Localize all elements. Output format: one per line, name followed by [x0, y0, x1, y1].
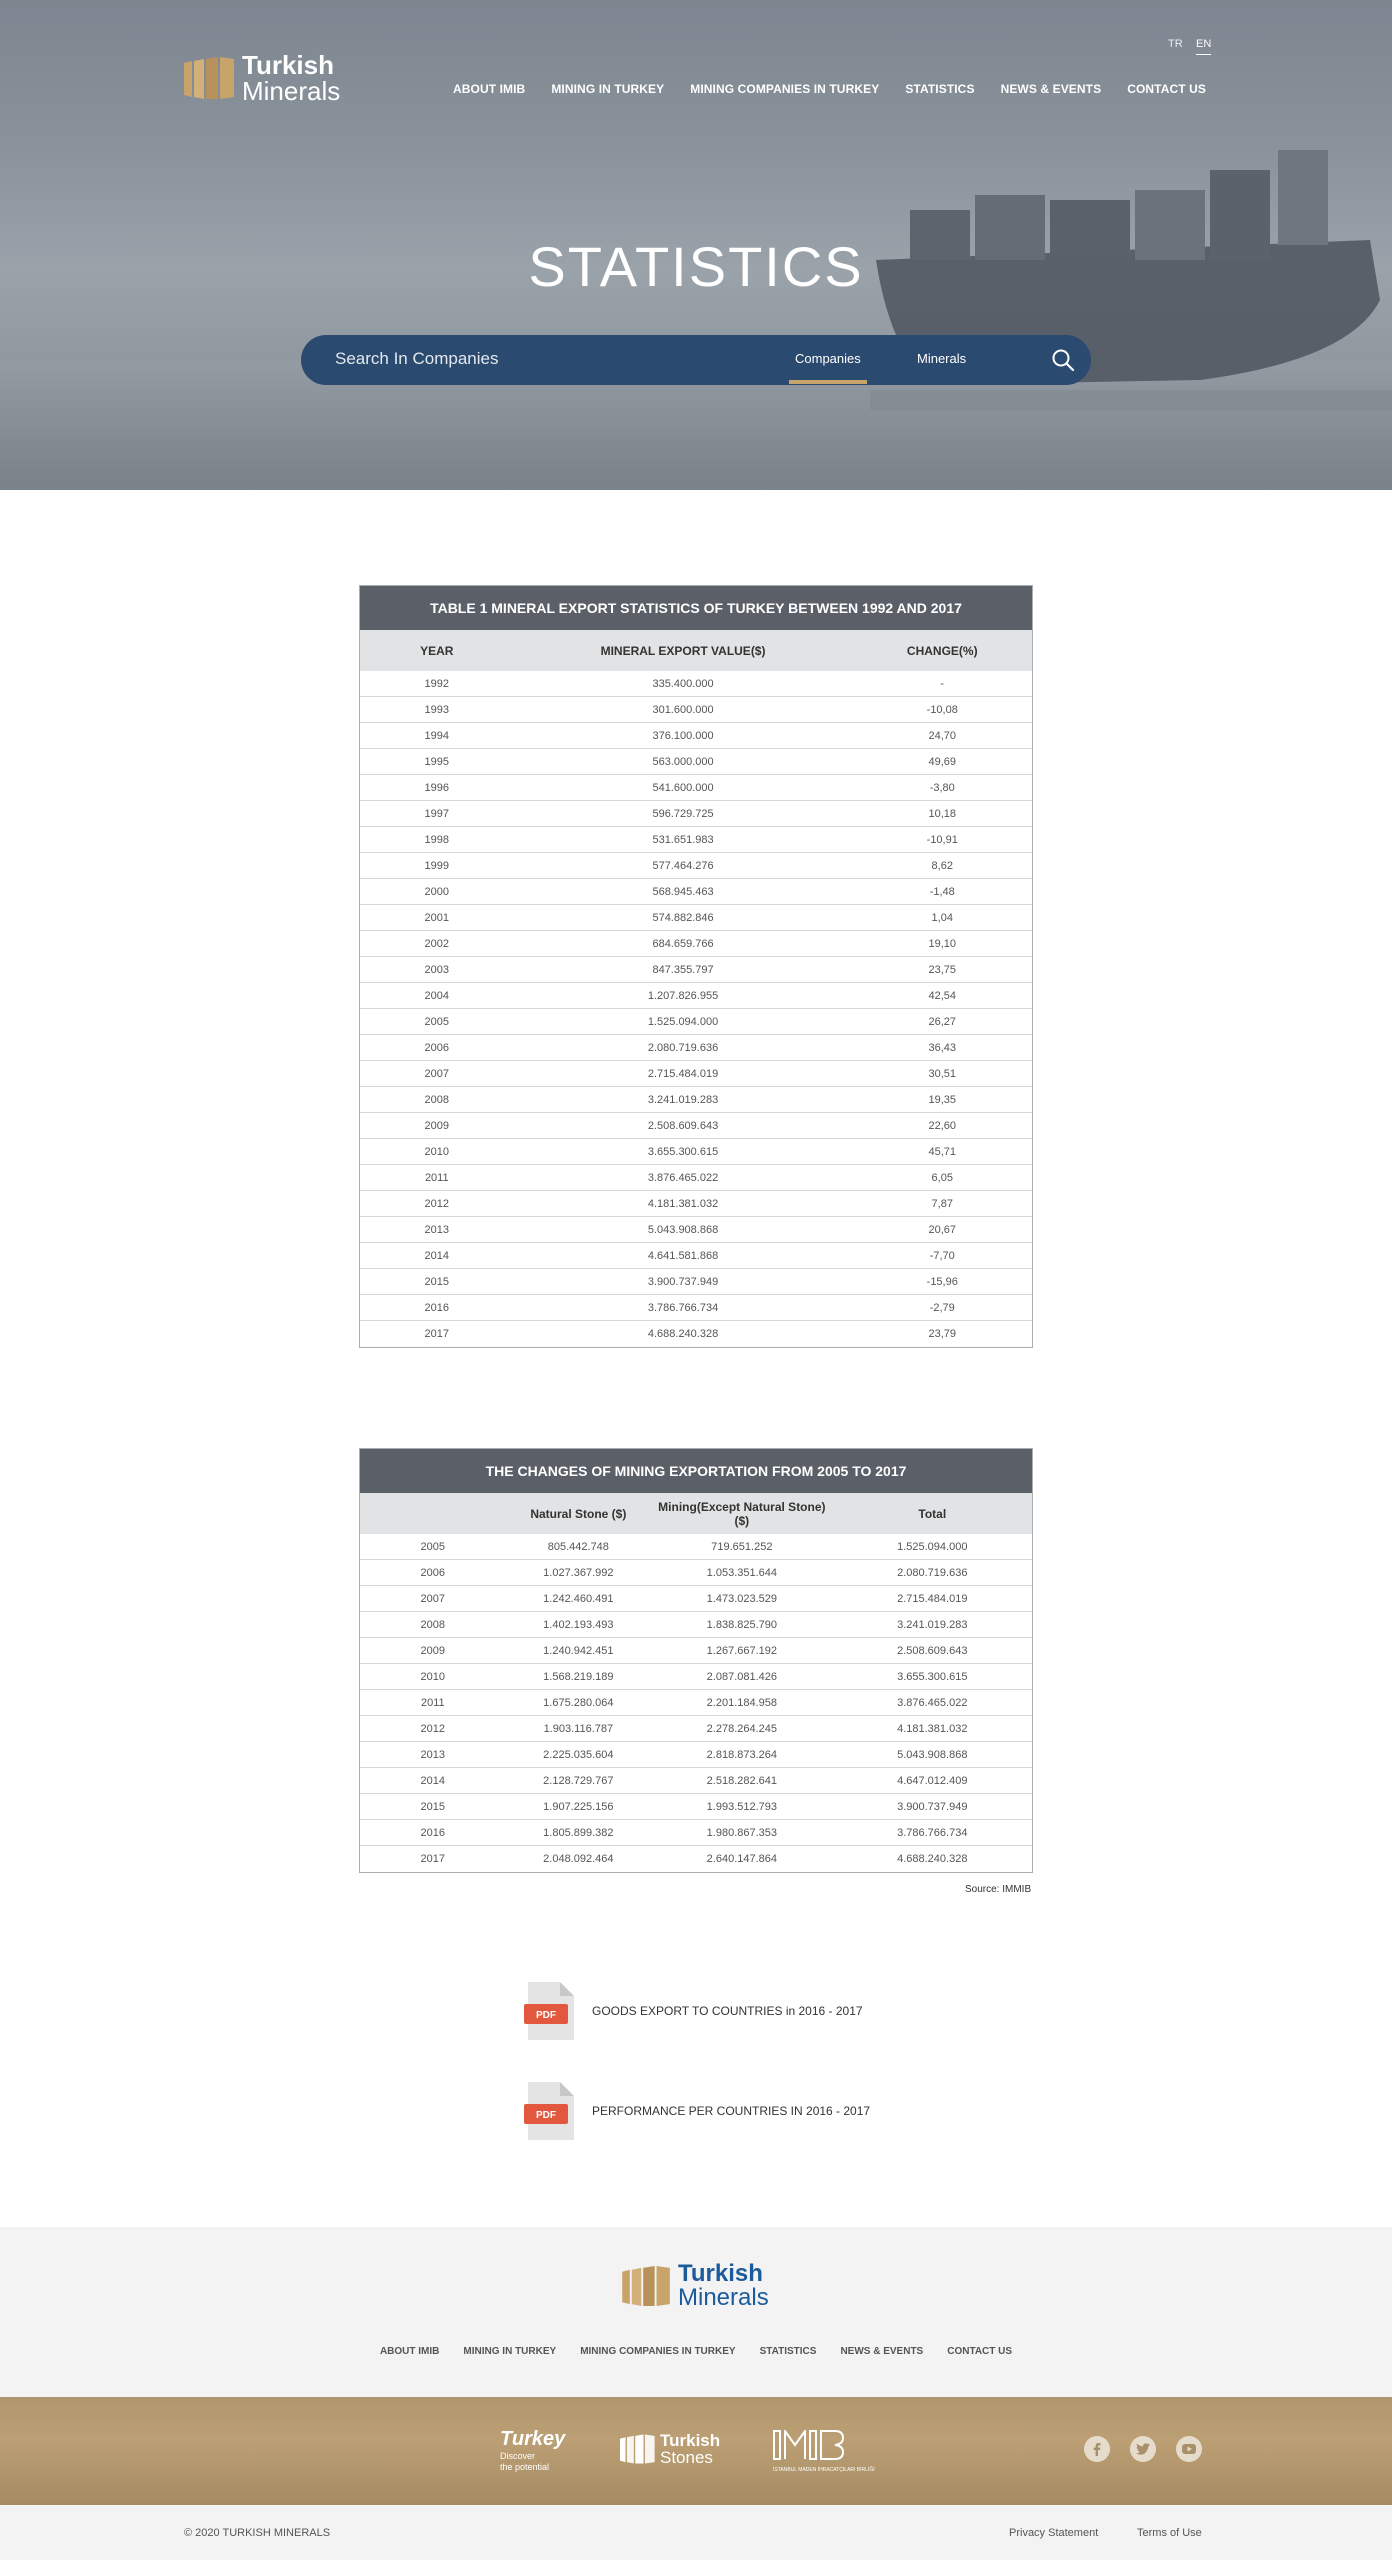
privacy-statement-link[interactable]: Privacy Statement: [1009, 2527, 1099, 2539]
nav-about-imib[interactable]: ABOUT IMIB: [453, 82, 526, 96]
cell-year: 2010: [424, 1145, 450, 1158]
cell-export-value: 1.525.094.000: [647, 1015, 719, 1028]
cell-year: 2007: [424, 1067, 450, 1080]
cell-change: 26,27: [928, 1015, 957, 1028]
cell-year: 2003: [424, 963, 450, 976]
page-title: STATISTICS: [528, 235, 864, 298]
terms-of-use-link[interactable]: Terms of Use: [1137, 2527, 1202, 2539]
table-row: [360, 1113, 1032, 1139]
cell-natural-stone: 2.225.035.604: [543, 1748, 614, 1761]
cell-change: -2,79: [929, 1301, 955, 1314]
cell-export-value: 531.651.983: [652, 833, 714, 846]
cell-year: 2002: [424, 937, 450, 950]
cell-export-value: 3.786.766.734: [647, 1301, 719, 1314]
cell-total: 3.876.465.022: [897, 1696, 968, 1709]
pdf-badge: PDF: [536, 2010, 556, 2021]
cell-change: -7,70: [929, 1249, 955, 1262]
copyright: © 2020 TURKISH MINERALS: [184, 2527, 331, 2539]
cell-export-value: 847.355.797: [652, 963, 714, 976]
cell-natural-stone: 1.242.460.491: [543, 1592, 614, 1605]
active-tab-indicator: [789, 380, 867, 384]
cell-export-value: 541.600.000: [652, 781, 714, 794]
table-row: [360, 827, 1032, 853]
cell-change: -3,80: [929, 781, 955, 794]
cell-total: 3.655.300.615: [897, 1670, 968, 1683]
table-header: [360, 630, 1032, 671]
cell-year: 1993: [424, 703, 450, 716]
cell-year: 2014: [424, 1249, 450, 1262]
cell-year: 2006: [424, 1041, 450, 1054]
cell-natural-stone: 1.907.225.156: [543, 1800, 614, 1813]
twitter-icon[interactable]: [1130, 2436, 1156, 2462]
table-row: [360, 1191, 1032, 1217]
footer-nav: [0, 2346, 1392, 2357]
footer-nav-mining-companies[interactable]: MINING COMPANIES IN TURKEY: [580, 2346, 736, 2357]
lang-tr-link[interactable]: TR: [1168, 38, 1183, 50]
cell-year: 1994: [424, 729, 450, 742]
cell-change: 23,75: [928, 963, 957, 976]
cell-year: 2011: [420, 1696, 445, 1709]
cell-mining: 1.267.667.192: [706, 1644, 778, 1657]
cell-year: 2000: [424, 885, 450, 898]
cell-total: 2.080.719.636: [897, 1566, 968, 1579]
table-row: [360, 1243, 1032, 1269]
table-row: [360, 879, 1032, 905]
table-row: [360, 1846, 1032, 1872]
partner-turkey-sub1: Discover: [500, 2451, 536, 2461]
cell-year: 1996: [424, 781, 450, 794]
cell-year: 2013: [420, 1748, 446, 1761]
cell-change: 10,18: [928, 807, 957, 820]
cell-change: 8,62: [931, 859, 953, 872]
cell-mining: 1.053.351.644: [706, 1566, 778, 1579]
table-body: [360, 1534, 1032, 1872]
lang-en-link[interactable]: EN: [1196, 38, 1211, 55]
cell-natural-stone: 1.903.116.787: [543, 1722, 614, 1735]
cell-mining: 2.818.873.264: [706, 1748, 778, 1761]
table-row: [360, 1321, 1032, 1347]
header-change: CHANGE(%): [906, 643, 978, 658]
cell-change: 24,70: [928, 729, 957, 742]
cell-total: 2.715.484.019: [897, 1592, 968, 1605]
cell-year: 2005: [420, 1540, 446, 1553]
cell-natural-stone: 805.442.748: [547, 1540, 609, 1553]
table-header: [360, 1493, 1032, 1534]
cell-year: 1998: [424, 833, 450, 846]
partner-turkey-title: Turkey: [500, 2428, 566, 2450]
search-bar: [301, 335, 1091, 385]
partner-turkey-sub2: the potential: [500, 2462, 550, 2472]
cell-natural-stone: 2.128.729.767: [543, 1774, 614, 1787]
logo-text-line2: Minerals: [242, 76, 341, 106]
table-source: Source: IMMIB: [965, 1884, 1032, 1895]
cell-year: 2005: [424, 1015, 450, 1028]
search-tab-minerals[interactable]: Minerals: [917, 351, 967, 366]
cell-mining: 2.087.081.426: [706, 1670, 778, 1683]
cell-natural-stone: 1.240.942.451: [543, 1644, 614, 1657]
nav-news-events[interactable]: NEWS & EVENTS: [1000, 82, 1102, 96]
header-natural-stone: Natural Stone ($): [530, 1506, 627, 1521]
cell-change: 7,87: [931, 1197, 953, 1210]
table-row: [360, 1768, 1032, 1794]
table-row: [360, 1087, 1032, 1113]
footer-nav-statistics[interactable]: STATISTICS: [759, 2346, 817, 2357]
cell-year: 2015: [424, 1275, 450, 1288]
table-row: [360, 1820, 1032, 1846]
partner-turkish-stones[interactable]: [620, 2432, 720, 2466]
cell-export-value: 577.464.276: [652, 859, 714, 872]
cell-change: 45,71: [928, 1145, 957, 1158]
table-row: [360, 671, 1032, 697]
cell-change: 30,51: [928, 1067, 957, 1080]
table-row: [360, 1165, 1032, 1191]
footer-logo-line1: Turkish: [678, 2260, 763, 2287]
table-row: [360, 1295, 1032, 1321]
table-caption: THE CHANGES OF MINING EXPORTATION FROM 2005 TO 2017: [360, 1449, 1032, 1493]
cell-total: 1.525.094.000: [897, 1540, 968, 1553]
pdf-file-icon: [524, 1980, 578, 2042]
table-row: [360, 1794, 1032, 1820]
mineral-export-table: [359, 585, 1033, 1348]
table-row: [360, 957, 1032, 983]
cell-export-value: 3.876.465.022: [647, 1171, 719, 1184]
cell-change: -15,96: [926, 1275, 958, 1288]
cell-year: 2006: [420, 1566, 446, 1579]
header-year: YEAR: [420, 643, 454, 658]
hero-banner: [0, 0, 1392, 490]
footer-nav-news-events[interactable]: NEWS & EVENTS: [840, 2346, 924, 2357]
cell-mining: 1.993.512.793: [706, 1800, 778, 1813]
footer-nav-about-imib[interactable]: ABOUT IMIB: [379, 2346, 440, 2357]
imib-logo-icon: [773, 2430, 845, 2460]
cell-year: 2017: [424, 1328, 450, 1340]
cell-total: 3.241.019.283: [897, 1618, 968, 1631]
cell-export-value: 2.080.719.636: [647, 1041, 719, 1054]
search-icon[interactable]: [1051, 348, 1075, 372]
cell-natural-stone: 1.027.367.992: [543, 1566, 614, 1579]
table-row: [360, 983, 1032, 1009]
nav-contact-us[interactable]: CONTACT US: [1127, 82, 1206, 96]
imib-subtitle: İSTANBUL MADEN İHRACATÇILARI BİRLİĞİ: [773, 2467, 875, 2473]
cell-year: 1992: [424, 677, 450, 690]
table-row: [360, 1742, 1032, 1768]
pdf-label[interactable]: PERFORMANCE PER COUNTRIES IN 2016 - 2017: [592, 2104, 871, 2118]
cell-export-value: 376.100.000: [652, 729, 714, 742]
pdf-download-performance[interactable]: [524, 2080, 870, 2142]
cell-export-value: 5.043.908.868: [647, 1223, 719, 1236]
table-row: [360, 1269, 1032, 1295]
cell-natural-stone: 1.805.899.382: [543, 1826, 614, 1839]
table-row: [360, 853, 1032, 879]
partner-turkey-discover[interactable]: [500, 2428, 565, 2473]
cell-year: 2009: [424, 1119, 450, 1132]
cell-change: 23,79: [928, 1328, 957, 1340]
footer-nav-mining-in-turkey[interactable]: MINING IN TURKEY: [463, 2346, 557, 2357]
cell-year: 2017: [420, 1853, 446, 1865]
cell-change: -: [940, 677, 945, 690]
mining-exportation-table: [359, 1448, 1033, 1873]
table-row: [360, 1217, 1032, 1243]
cell-mining: 2.201.184.958: [706, 1696, 778, 1709]
nav-mining-in-turkey[interactable]: MINING IN TURKEY: [551, 82, 665, 96]
cell-year: 1995: [424, 755, 450, 768]
table-caption: TABLE 1 MINERAL EXPORT STATISTICS OF TURKEY BETWEEN 1992 AND 2017: [360, 586, 1032, 630]
cell-export-value: 4.181.381.032: [647, 1197, 719, 1210]
table-row: [360, 1560, 1032, 1586]
cell-export-value: 2.508.609.643: [647, 1119, 719, 1132]
cell-mining: 719.651.252: [711, 1540, 773, 1553]
cell-natural-stone: 1.402.193.493: [543, 1618, 614, 1631]
cell-year: 2009: [420, 1644, 446, 1657]
cell-export-value: 4.641.581.868: [647, 1249, 719, 1262]
cell-year: 2001: [424, 911, 450, 924]
table-body: [360, 671, 1032, 1347]
cell-natural-stone: 1.675.280.064: [543, 1696, 614, 1709]
table-row: [360, 1638, 1032, 1664]
cell-export-value: 4.688.240.328: [647, 1328, 719, 1340]
table-row: [360, 1716, 1032, 1742]
cell-year: 1999: [424, 859, 450, 872]
cell-year: 2012: [420, 1722, 446, 1735]
table-row: [360, 1009, 1032, 1035]
cell-year: 2014: [420, 1774, 446, 1787]
youtube-icon[interactable]: [1176, 2436, 1202, 2462]
cell-change: 42,54: [928, 989, 957, 1002]
cell-natural-stone: 1.568.219.189: [543, 1670, 614, 1683]
cell-year: 2008: [420, 1618, 446, 1631]
cell-export-value: 3.900.737.949: [647, 1275, 719, 1288]
table-row: [360, 1586, 1032, 1612]
cell-year: 1997: [424, 807, 450, 820]
table-row: [360, 775, 1032, 801]
table-row: [360, 1664, 1032, 1690]
cell-export-value: 1.207.826.955: [647, 989, 719, 1002]
cell-year: 2012: [424, 1197, 450, 1210]
footer-logo-line2: Minerals: [678, 2284, 769, 2311]
footer-nav-contact-us[interactable]: CONTACT US: [947, 2346, 1013, 2357]
table-row: [360, 1035, 1032, 1061]
search-tab-companies[interactable]: Companies: [795, 351, 861, 366]
table-row: [360, 1061, 1032, 1087]
table-row: [360, 1139, 1032, 1165]
pdf-download-goods-export[interactable]: [524, 1980, 863, 2042]
stones-line1: Turkish: [660, 2431, 721, 2450]
cell-change: 19,10: [928, 937, 957, 950]
cell-total: 3.900.737.949: [897, 1800, 968, 1813]
table-row: [360, 1612, 1032, 1638]
cell-export-value: 2.715.484.019: [647, 1067, 719, 1080]
cell-export-value: 568.945.463: [652, 885, 714, 898]
cell-mining: 1.473.023.529: [706, 1592, 778, 1605]
cell-export-value: 301.600.000: [652, 703, 714, 716]
cell-change: -1,48: [929, 885, 955, 898]
cell-year: 2007: [420, 1592, 446, 1605]
facebook-icon[interactable]: [1084, 2436, 1110, 2462]
logo-mark-icon: [184, 57, 236, 99]
cell-export-value: 574.882.846: [652, 911, 714, 924]
cell-mining: 1.838.825.790: [706, 1618, 778, 1631]
cell-export-value: 3.655.300.615: [647, 1145, 719, 1158]
footer-nav-area: [0, 2227, 1392, 2397]
table-row: [360, 697, 1032, 723]
table-row: [360, 1690, 1032, 1716]
cell-change: -10,08: [926, 703, 958, 716]
stones-logo-icon: [620, 2434, 656, 2464]
main-nav: [427, 82, 1206, 96]
pdf-label[interactable]: GOODS EXPORT TO COUNTRIES in 2016 - 2017: [592, 2004, 863, 2018]
cell-change: 49,69: [928, 755, 957, 768]
table-row: [360, 801, 1032, 827]
cell-total: 3.786.766.734: [897, 1826, 968, 1839]
search-input[interactable]: Search In Companies: [335, 349, 499, 368]
cell-change: 1,04: [931, 911, 953, 924]
cell-total: 4.688.240.328: [897, 1853, 968, 1865]
cell-natural-stone: 2.048.092.464: [543, 1853, 614, 1865]
table-row: [360, 723, 1032, 749]
cell-export-value: 3.241.019.283: [647, 1093, 719, 1106]
partner-imib[interactable]: [773, 2430, 875, 2473]
footer-logo[interactable]: [622, 2262, 769, 2310]
cell-export-value: 684.659.766: [652, 937, 714, 950]
cell-mining: 2.640.147.864: [706, 1853, 778, 1865]
table-row: [360, 931, 1032, 957]
header-total: Total: [918, 1506, 947, 1521]
cell-year: 2004: [424, 989, 450, 1002]
header-mining: Mining(Except Natural Stone)($): [658, 1499, 826, 1528]
logo-mark-icon: [622, 2266, 672, 2306]
cell-year: 2008: [424, 1093, 450, 1106]
nav-mining-companies[interactable]: MINING COMPANIES IN TURKEY: [690, 82, 880, 96]
site-logo[interactable]: [184, 52, 340, 104]
cell-export-value: 335.400.000: [652, 677, 714, 690]
cell-year: 2016: [420, 1826, 446, 1839]
cell-year: 2011: [424, 1171, 449, 1184]
pdf-file-icon: [524, 2080, 578, 2142]
cell-change: 20,67: [928, 1223, 957, 1236]
stones-line2: Stones: [660, 2448, 713, 2467]
cell-total: 2.508.609.643: [897, 1644, 968, 1657]
logo-text-line1: Turkish: [242, 50, 334, 80]
cell-year: 2015: [420, 1800, 446, 1813]
cell-year: 2013: [424, 1223, 450, 1236]
cell-change: -10,91: [926, 833, 958, 846]
cell-total: 5.043.908.868: [897, 1748, 968, 1761]
cell-mining: 1.980.867.353: [706, 1826, 778, 1839]
cell-year: 2010: [420, 1670, 446, 1683]
cell-change: 6,05: [931, 1171, 953, 1184]
cell-export-value: 596.729.725: [652, 807, 714, 820]
table-row: [360, 905, 1032, 931]
header-export-value: MINERAL EXPORT VALUE($): [600, 643, 766, 658]
cell-mining: 2.278.264.245: [706, 1722, 778, 1735]
cell-change: 36,43: [928, 1041, 957, 1054]
cell-mining: 2.518.282.641: [706, 1774, 778, 1787]
cell-year: 2016: [424, 1301, 450, 1314]
cell-change: 19,35: [928, 1093, 957, 1106]
table-row: [360, 749, 1032, 775]
pdf-badge: PDF: [536, 2110, 556, 2121]
cell-total: 4.647.012.409: [897, 1774, 968, 1787]
cell-export-value: 563.000.000: [652, 755, 714, 768]
cell-total: 4.181.381.032: [897, 1722, 968, 1735]
table-row: [360, 1534, 1032, 1560]
nav-statistics[interactable]: STATISTICS: [905, 82, 975, 96]
cell-change: 22,60: [928, 1119, 957, 1132]
